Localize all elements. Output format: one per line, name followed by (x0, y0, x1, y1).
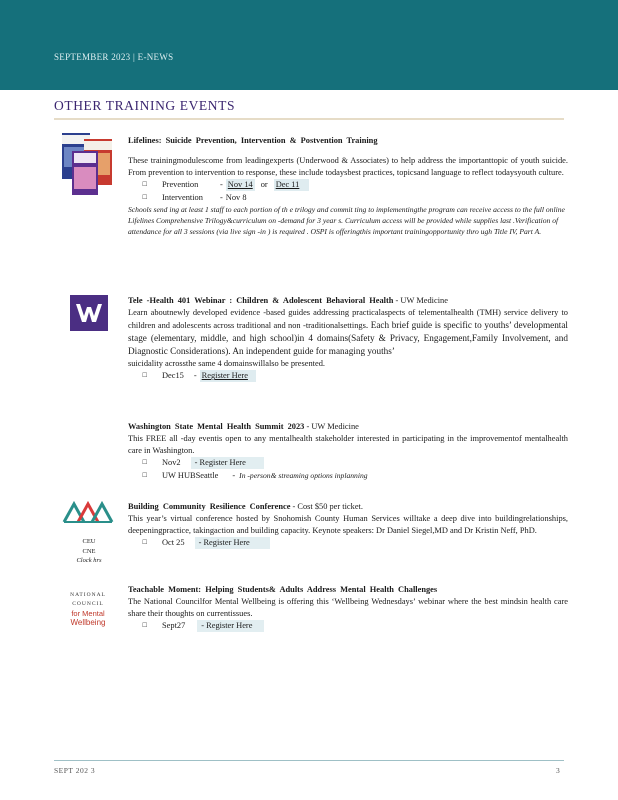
clock-hours-label: Clock hrs (76, 557, 102, 564)
teachable-register-link[interactable] (197, 620, 264, 632)
section-title: OTHER TRAINING EVENTS (54, 98, 236, 113)
telehealth-description (128, 307, 568, 358)
checkbox-bullet-icon: ☐ (142, 460, 148, 467)
telehealth-register-item (128, 370, 568, 383)
summit-title-line (128, 421, 568, 433)
separator: - (193, 371, 197, 381)
telehealth-date: Dec15 (162, 371, 184, 381)
logo-line-3: for Mental (71, 609, 105, 618)
header-banner (0, 0, 618, 90)
lifelines-eligibility-note: Schools send ing at least 1 staff to each portion of th e trilogy and commit ting to implementingthe program can receive access to the full online Lifelines Comprehensive Trilogy&curriculum on -demand for 3 year s. Curriculum access will be provided while supplies last .Verification of attendance for all 3 sessions (via live sign -in ) is required . OSPI is offeringthis important trainingopportunity thro ugh Title IV, Part A. (128, 205, 565, 237)
resilience-register-label: Register Here (203, 538, 250, 548)
teachable-register-label: Register Here (206, 621, 253, 631)
telehealth-org: - UW Medicine (393, 296, 448, 305)
prevention-nov-link[interactable]: Nov 14 (227, 180, 253, 190)
summit-register-label: Register Here (199, 458, 246, 468)
resilience-title-line (128, 501, 568, 513)
teachable-title: Teachable Moment: Helping Students& Adults Address Mental Health Challenges (128, 585, 438, 594)
lifelines-book-covers-image (62, 133, 112, 200)
telehealth-title-line (128, 295, 568, 307)
teachable-entry (128, 584, 568, 633)
cne-label: CNE (82, 547, 96, 555)
newsletter-date: SEPTEMBER 2023 | E-NEWS (54, 52, 174, 62)
lifelines-title: Lifelines: Suicide Prevention, Intervention & Postvention Training (128, 136, 378, 145)
lifelines-description: These trainingmodulescome from leadingexperts (Underwood & Associates) to help address the importanttopic of youth suicide. From prevention to intervention to response, these include todaysbest practices, topicsand language to reflect todaysyouth culture. (128, 156, 568, 177)
summit-location-item (128, 470, 568, 483)
separator: - (220, 180, 223, 190)
resilience-description: This year’s virtual conference hosted by Snohomish County Human Services willtake a deep dive into buildingrelationships, deepeningpractice, takingaction and building capacity. Keynote speakers: Dr Daniel Siegel,MD and Dr Kristin Neff, PhD. (128, 514, 568, 535)
logo-line-4: Wellbeing (70, 618, 106, 627)
resilience-register-item (128, 537, 568, 550)
session-label: Prevention (162, 180, 199, 190)
summit-register-item (128, 457, 568, 470)
footer-divider (54, 760, 564, 761)
telehealth-description-end: suicidality acrossthe same 4 domainswillalso be presented. (128, 359, 325, 368)
session-label: Intervention (162, 192, 203, 202)
separator: - (201, 621, 205, 631)
summit-org: - UW Medicine (304, 422, 359, 431)
separator: - (220, 192, 223, 202)
resilience-register-link[interactable] (195, 537, 270, 549)
checkbox-bullet-icon: ☐ (142, 472, 148, 479)
resilience-cost: - Cost $50 per ticket. (290, 502, 363, 511)
resilience-entry (128, 501, 568, 550)
resilience-logo (60, 498, 116, 531)
summit-date: Nov2 (162, 458, 181, 468)
checkbox-bullet-icon: ☐ (142, 182, 148, 189)
uw-logo (70, 295, 108, 336)
summit-format-note: In -person& streaming options inplanning (239, 470, 368, 480)
lifelines-entry (128, 135, 568, 238)
telehealth-entry (128, 295, 568, 383)
checkbox-bullet-icon: ☐ (142, 194, 148, 201)
resilience-date: Oct 25 (162, 538, 185, 548)
telehealth-body-part1: Learn aboutnewly developed evidence -based guides addressing practicalaspects of telementalhealth (TMH) service delivery to children and adolescents across traditional and non -traditionalsettings (128, 308, 568, 330)
checkbox-bullet-icon: ☐ (142, 623, 148, 630)
separator: - (198, 538, 202, 548)
summit-description: This FREE all -day eventis open to any mentalhealth stakeholder interested in participating in the improvementof mentalhealth care in Washington. (128, 434, 568, 455)
summit-register-link[interactable] (191, 457, 264, 469)
intervention-date: Nov 8 (225, 192, 247, 202)
lifelines-prevention-item (128, 179, 568, 192)
prevention-dec-link[interactable]: Dec 11 (274, 179, 310, 191)
separator: - (232, 470, 236, 480)
summit-location: UW HUBSeattle (162, 470, 219, 480)
logo-line-2: COUNCIL (72, 601, 104, 607)
credit-labels (68, 537, 110, 566)
national-council-logo (62, 591, 114, 627)
teachable-register-item (128, 620, 568, 633)
summit-title: Washington State Mental Health Summit 2023 (128, 422, 305, 431)
resilience-title: Building Community Resilience Conference (128, 502, 291, 511)
page-number: 3 (556, 766, 560, 775)
logo-line-1: NATIONAL (70, 592, 106, 598)
summit-entry (128, 421, 568, 482)
footer-date: SEPT 202 3 (54, 766, 96, 775)
section-divider (54, 118, 564, 120)
separator: - (194, 458, 198, 468)
ceu-label: CEU (82, 538, 96, 545)
telehealth-register-link[interactable]: Register Here (200, 370, 256, 382)
teachable-date: Sept27 (162, 621, 186, 631)
checkbox-bullet-icon: ☐ (142, 373, 148, 380)
telehealth-body-part2: . Each brief guide is specific to youths’ developmental stage (elementary, middle, and high school)in 4 domains(Safety & Privacy, Engagement,Family Involvement, and Diagnostic Considerations). An independent guide for managing youths’ (128, 320, 568, 356)
telehealth-title: Tele -Health 401 Webinar : Children & Adolescent Behavioral Health (128, 296, 394, 305)
teachable-description: The National Councilfor Mental Wellbeing is offering this ‘Wellbeing Wednesdays’ webinar where the best mindsin health care share their thoughts on currentissues. (128, 597, 568, 618)
checkbox-bullet-icon: ☐ (142, 540, 148, 547)
lifelines-intervention-item (128, 192, 568, 205)
or-text: or (260, 180, 268, 190)
